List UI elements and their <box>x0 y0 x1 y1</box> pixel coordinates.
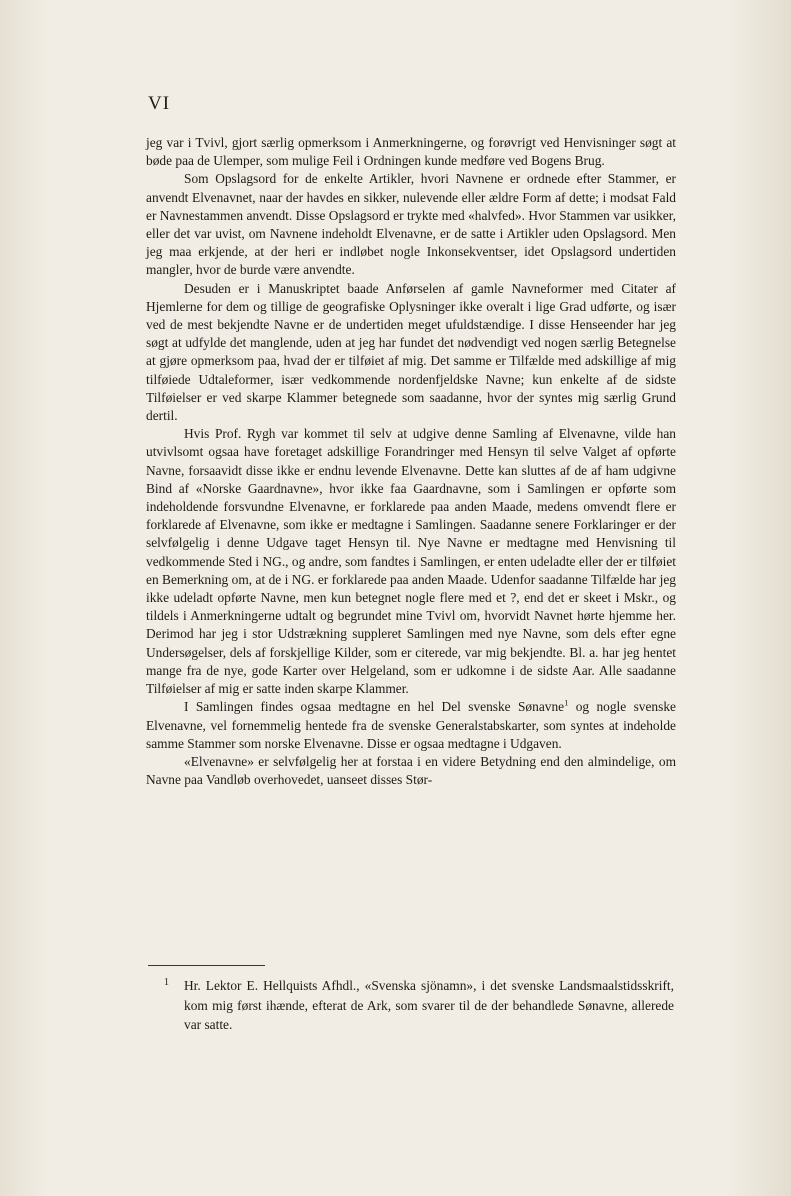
footnote-text: Hr. Lektor E. Hellquists Afhdl., «Svenska sjönamn», i det svenske Landsmaalstidsskrift, kom mig først ihænde, efterat de Ark, som svarer til de der behandlede Sønavne, allerede var satte. <box>184 978 674 1032</box>
page-number: VI <box>148 93 171 114</box>
footnote-reference[interactable]: 1 <box>564 697 569 708</box>
paragraph-5 <box>146 698 676 753</box>
paragraph-3: Desuden er i Manuskriptet baade Anførselen af gamle Navneformer med Citater af Hjemlerne for dem og tillige de geografiske Oplysninger ikke overalt i lige Grad udførte, og især ved de mest bekjendte Navne er de undertiden meget ufuldstændige. I disse Henseender har jeg søgt at udfylde det manglende, uden at jeg har fundet det nødvendigt ved nogen særlig Betegnelse at gjøre opmerksom paa, hvad der er tilføiet af mig. Det samme er Tilfælde med adskillige af mig tilføiede Udtaleformer, især vedkommende nordenfjeldske Navne; kun enkelte af de sidste Tilføielser er ved skarpe Klammer betegnede som saadanne, hvor der syntes mig særlig Grund dertil. <box>146 280 676 424</box>
paragraph-6: «Elvenavne» er selvfølgelig her at forstaa i en videre Betydning end den almindelige, om Navne paa Vandløb overhovedet, uanseet disses Stør- <box>146 753 676 788</box>
paragraph-5-before: I Samlingen findes ogsaa medtagne en hel Del svenske Sønavne <box>184 699 565 715</box>
paragraph-2: Som Opslagsord for de enkelte Artikler, hvori Navnene er ordnede efter Stammer, er anvendt Elvenavnet, naar der havdes en sikker, nulevende eller ældre Form af dette; i modsat Fald er Navnestammen anvendt. Disse Opslagsord er trykte med «halvfed». Hvor Stammen var usikker, eller det var uvist, om Navnene indeholdt Elvenavne, er de satte i Artikler uden Opslagsord. Men jeg maa erkjende, at der heri er indløbet nogle Inkonsekventser, idet Opslagsord undertiden mangler, hvor de burde være anvendte. <box>146 171 676 278</box>
paragraph-1: jeg var i Tvivl, gjort særlig opmerksom i Anmerkningerne, og forøvrigt ved Henvisninger søgt at bøde paa de Ulemper, som mulige Feil i Ordningen kunde medføre ved Bogens Brug. <box>146 135 676 169</box>
footnote-mark: 1 <box>164 977 169 988</box>
paragraph-5-after: og nogle svenske Elvenavne, vel fornemmelig hentede fra de svenske Generalstabskarter, som syntes at indeholde samme Stammer som norske Elvenavne. Disse er ogsaa medtagne i Udgaven. <box>146 699 676 751</box>
paragraph-4: Hvis Prof. Rygh var kommet til selv at udgive denne Samling af Elvenavne, vilde han utvivlsomt ogsaa have foretaget adskillige Forandringer med Hensyn til selve Valget af opførte Navne, forsaavidt disse ikke er endnu levende Elvenavne. Dette kan sluttes af de af ham udgivne Bind af «Norske Gaardnavne», hvor ikke faa Gaardnavne, som i Samlingen er opførte som indeholdende forsvundne Elvenavne, er forklarede paa anden Maade, medens omvendt flere er forklarede af Elvenavne, som ikke er medtagne i Samlingen. Saadanne senere Forklaringer er der selvfølgelig i denne Udgave taget Hensyn til. Nye Navne er medtagne med Henvisning til vedkommende Sted i NG., og andre, som fandtes i Samlingen, er enten udeladte eller der er tilføiet en Bemerkning om, at de i NG. er forklarede paa anden Maade. Udenfor saadanne Tilfælde har jeg ikke udeladt opførte Navne, men kun betegnet nogle flere med et ?, end det er skeet i Mskr., og tildels i Anmerkningerne udtalt og begrundet mine Tvivl om, hvorvidt Navnet hørte hjemme her. Derimod har jeg i stor Udstrækning suppleret Samlingen med nye Navne, som dels efter egne Undersøgelser, dels af forskjellige Kilder, som er citerede, var mig bekjendte. Bl. a. har jeg hentet mange fra de nye, gode Karter over Helgeland, som er udkomne i de sidste Aar. Alle saadanne Tilføielser af mig er satte inden skarpe Klammer. <box>146 426 676 697</box>
footnote <box>164 976 674 1035</box>
body-text <box>146 134 676 789</box>
footnote-divider <box>148 965 265 966</box>
